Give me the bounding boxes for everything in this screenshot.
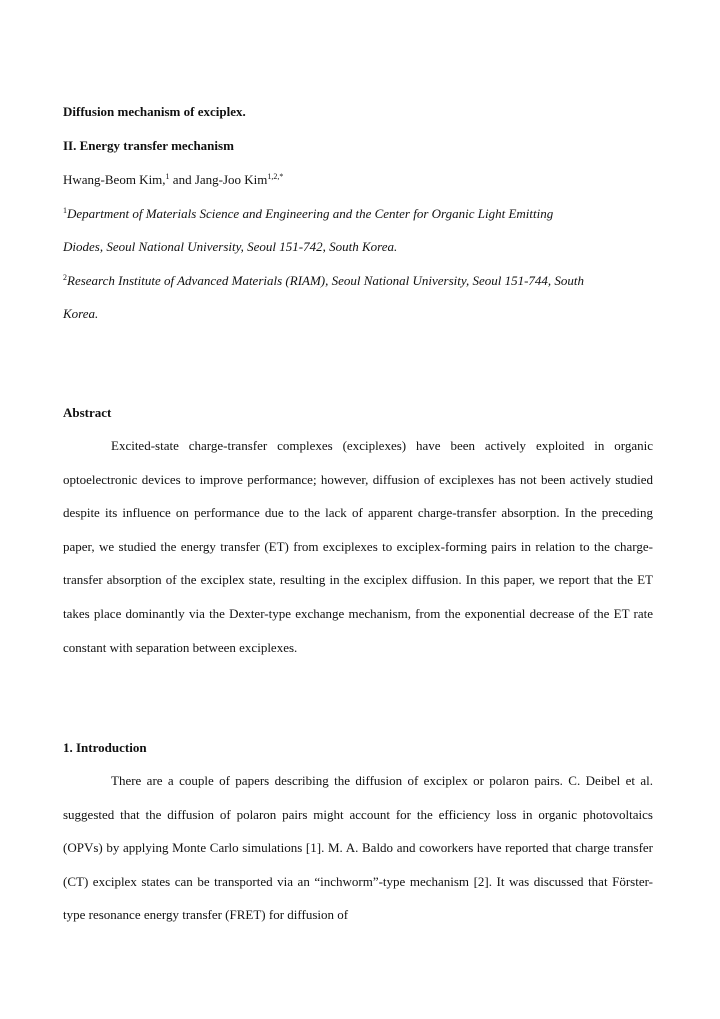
abstract-heading: Abstract [63, 405, 112, 420]
abstract-body [63, 429, 653, 664]
introduction-paragraph: There are a couple of papers describing the diffusion of exciplex or polaron pairs. C. Deibel et al. suggested that the diffusion of polaron pairs might account for the efficiency loss in organic photovoltaics (OPVs) by applying Monte Carlo simulations [1]. M. A. Baldo and coworkers have reported that charge transfer (CT) exciplex states can be transported via an “inchworm”-type mechanism [2]. It was discussed that Förster-type resonance energy transfer (FRET) for diffusion of [63, 773, 653, 923]
introduction-heading: 1. Introduction [63, 740, 147, 755]
introduction-body [63, 764, 653, 932]
affiliation-2-line1 [63, 273, 584, 289]
affiliation-2-text: Research Institute of Advanced Materials (RIAM), Seoul National University, Seoul 151-744, South [67, 273, 585, 288]
paper-title-line1: Diffusion mechanism of exciplex. [63, 104, 246, 119]
author-list [63, 172, 283, 188]
author-2-affiliation-mark: 1,2,* [267, 172, 284, 181]
author-1: Hwang-Beom Kim, [63, 172, 166, 187]
affiliation-2-mark: 2 [63, 273, 67, 282]
author-1-affiliation-mark: 1 [165, 172, 170, 181]
affiliation-1-line2: Diodes, Seoul National University, Seoul 151-742, South Korea. [63, 239, 398, 254]
affiliation-2-line2: Korea. [63, 306, 99, 321]
affiliation-1-mark: 1 [63, 206, 67, 215]
paper-title-line2: II. Energy transfer mechanism [63, 138, 234, 153]
affiliation-1-text: Department of Materials Science and Engineering and the Center for Organic Light Emitting [67, 206, 554, 221]
affiliation-1-line1 [63, 206, 553, 222]
author-2: and Jang-Joo Kim [169, 172, 268, 187]
abstract-paragraph: Excited-state charge-transfer complexes (exciplexes) have been actively exploited in organic optoelectronic devices to improve performance; however, diffusion of exciplexes has not been actively studied despite its influence on performance due to the lack of apparent charge-transfer absorption. In the preceding paper, we studied the energy transfer (ET) from exciplexes to exciplex-forming pairs in relation to the charge-transfer absorption of the exciplex state, resulting in the exciplex diffusion. In this paper, we report that the ET takes place dominantly via the Dexter-type exchange mechanism, from the exponential decrease of the ET rate constant with separation between exciplexes. [63, 438, 653, 655]
